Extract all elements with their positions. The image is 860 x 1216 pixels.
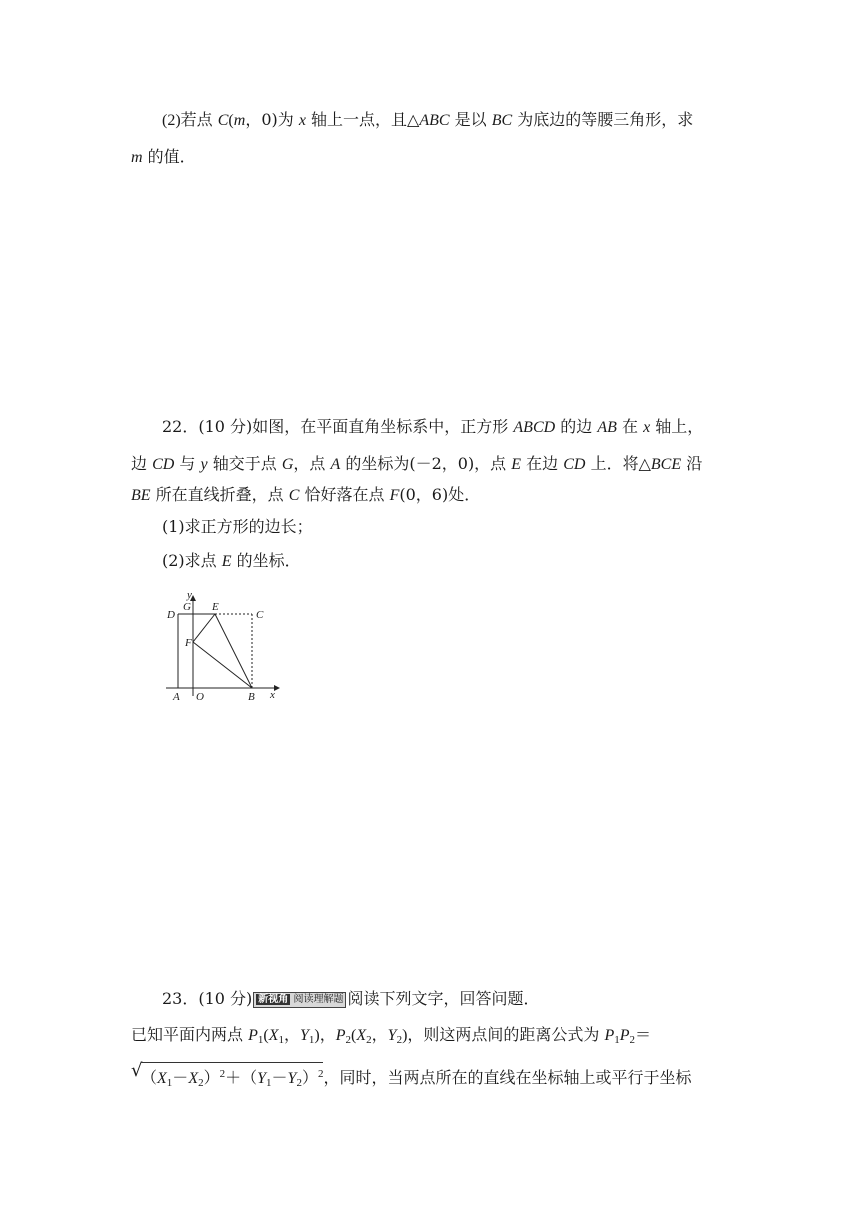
q21-part2-line1: (2)若点 C(m，0)为 x 轴上一点，且△ABC 是以 BC 为底边的等腰三角形，求 xyxy=(162,110,694,129)
q21-part2-line2: m 的值． xyxy=(131,147,196,166)
distance-formula-sqrt: √ $(X_1-X_2)^2+(Y_1-Y_2)^2$ xyxy=(131,1060,324,1089)
segment-EB xyxy=(215,614,252,688)
x-axis-arrow-icon xyxy=(274,685,280,691)
segment-FE xyxy=(193,614,215,642)
label-F: F xyxy=(185,637,192,649)
label-B: B xyxy=(248,691,255,703)
q23-line1: 23．(10 分) 新视角 阅读理解题 阅读下列文字，回答问题． xyxy=(162,989,540,1008)
q22-line2: 边 CD 与 y 轴交于点 G，点 A 的坐标为(－2，0)，点 E 在边 CD 上．将△BCE 沿 xyxy=(131,454,703,473)
label-x: x xyxy=(270,689,275,701)
q22-sub2: (2)求点 E 的坐标． xyxy=(162,551,301,570)
question-type-tag: 新视角 阅读理解题 xyxy=(253,992,346,1008)
segment-FB xyxy=(193,642,252,688)
label-C: C xyxy=(256,609,264,621)
q22-sub1: (1)求正方形的边长； xyxy=(162,517,313,536)
label-D: D xyxy=(167,609,175,621)
q22-line1: 22．(10 分)如图，在平面直角坐标系中，正方形 ABCD 的边 AB 在 x 轴上， xyxy=(162,417,704,436)
q22-line3: BE 所在直线折叠，点 C 恰好落在点 F(0，6)处． xyxy=(131,485,481,504)
label-E: E xyxy=(212,601,219,613)
label-A: A xyxy=(173,691,180,703)
q23-line2: 已知平面内两点 $P_1(X_1$，$Y_1$)，$P_2(X_2$，$Y_2$)，则这两点间的距离公式为 $P_1P_2=$ xyxy=(131,1025,652,1046)
label-O: O xyxy=(196,691,204,703)
label-G: G xyxy=(183,601,191,613)
q22-figure xyxy=(160,588,290,708)
q23-line3: √ $(X_1-X_2)^2+(Y_1-Y_2)^2$，同时，当两点所在的直线在坐标轴上或平行于坐标 xyxy=(131,1064,691,1093)
label-y: y xyxy=(187,589,192,601)
